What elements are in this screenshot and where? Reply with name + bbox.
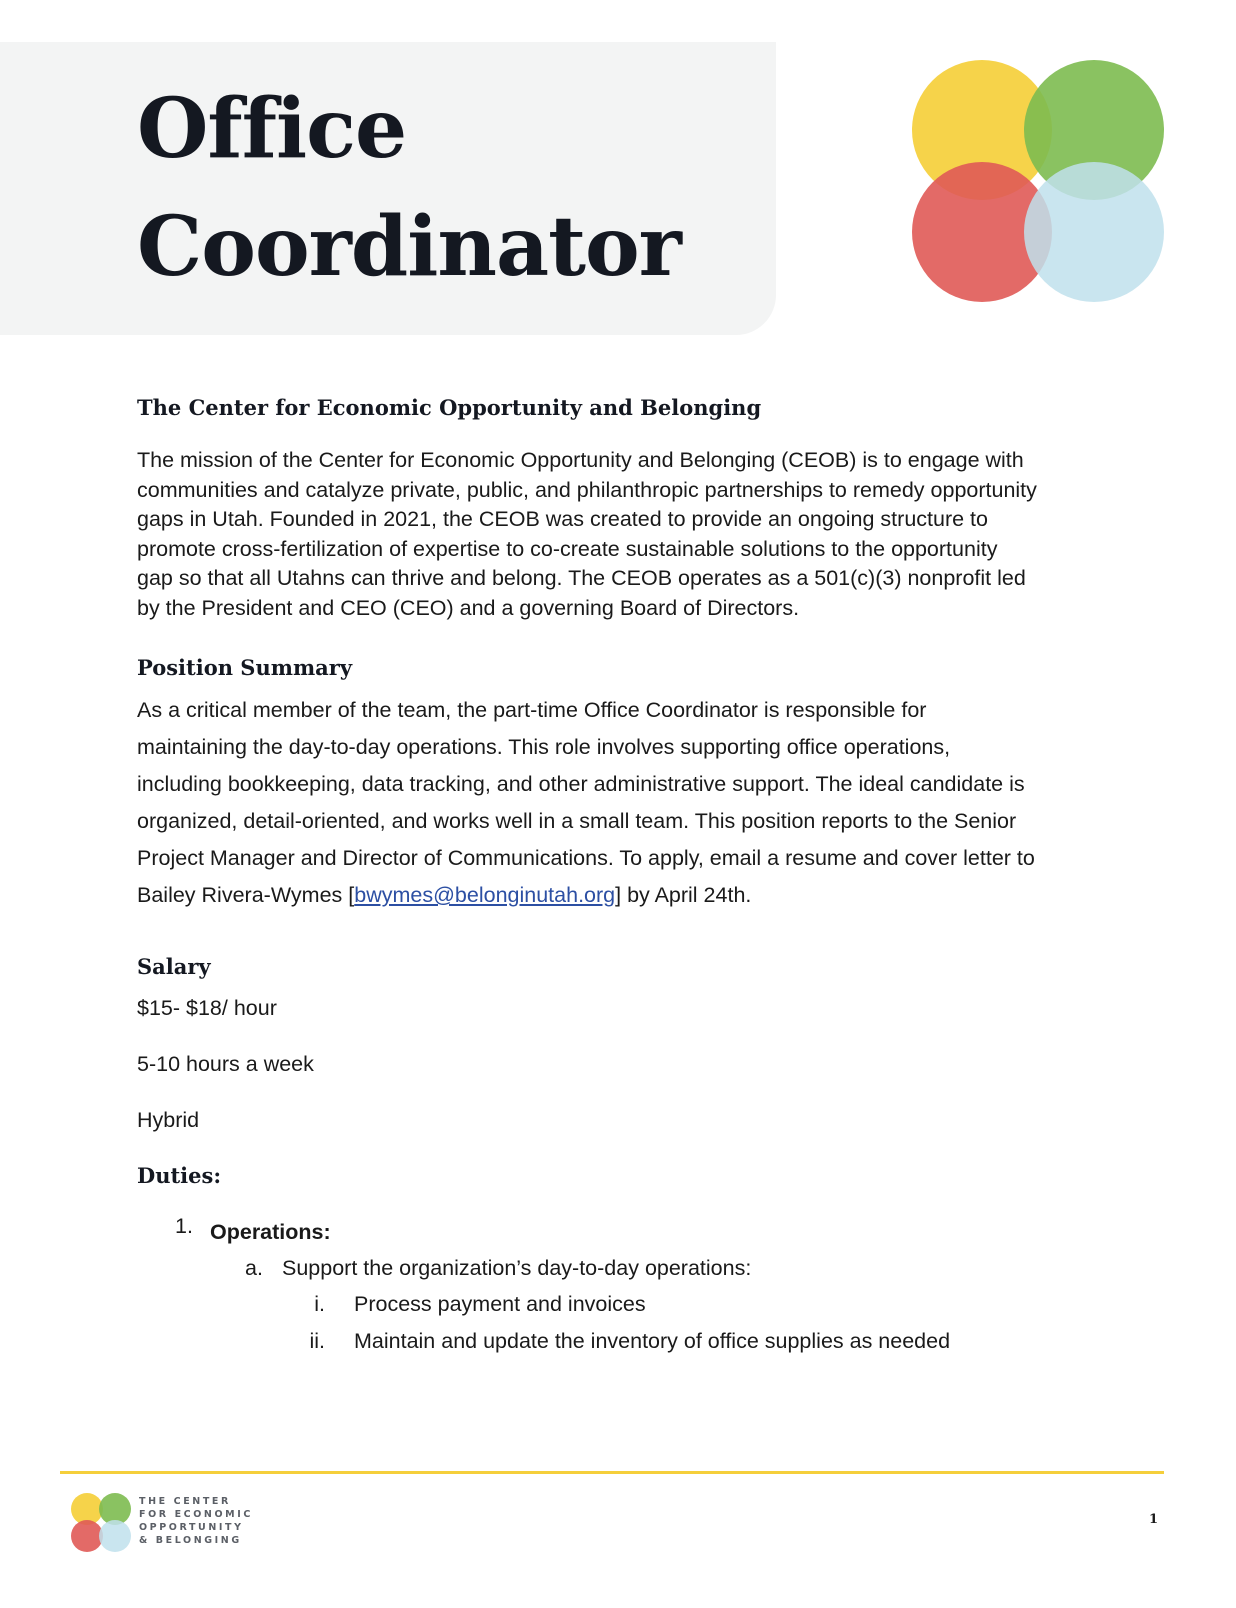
summary-line-prefix: Bailey Rivera-Wymes [ xyxy=(137,883,355,907)
title-line-1: Office xyxy=(137,81,407,177)
salary-rate: $15- $18/ hour xyxy=(137,996,277,1020)
footer-wordmark xyxy=(139,1495,253,1547)
mission-line: The mission of the Center for Economic Opportunity and Belonging (CEOB) is to engage with xyxy=(137,448,1024,472)
duty-subitem-letter: a. xyxy=(245,1256,263,1280)
summary-line: organized, detail-oriented, and works well in a small team. This position reports to the Senior xyxy=(137,809,1017,833)
four-circles-logo-icon xyxy=(912,58,1176,312)
duty-subitem xyxy=(245,1250,1107,1286)
wordmark-line: THE CENTER xyxy=(139,1496,231,1507)
wordmark-line: & BELONGING xyxy=(139,1535,242,1546)
page-number: 1 xyxy=(1148,1512,1158,1527)
document-body xyxy=(137,395,1107,1360)
summary-line-suffix: ] by April 24th. xyxy=(615,883,752,907)
salary-heading: Salary xyxy=(137,954,211,979)
duty-point xyxy=(299,1323,1107,1360)
title-line-2: Coordinator xyxy=(137,199,681,295)
duties-heading: Duties: xyxy=(137,1163,222,1188)
mission-line: promote cross-fertilization of expertise to co-create sustainable solutions to the opportunity xyxy=(137,536,998,561)
duty-point-text: Maintain and update the inventory of office supplies as needed xyxy=(354,1329,951,1353)
duty-point-numeral: ii. xyxy=(309,1329,325,1353)
work-mode: Hybrid xyxy=(137,1108,200,1132)
duty-title: Operations: xyxy=(210,1220,331,1244)
position-summary-paragraph xyxy=(137,692,1107,914)
mission-line: communities and catalyze private, public, and philanthropic partnerships to remedy opportunity xyxy=(137,477,1037,502)
duty-item-operations xyxy=(175,1214,1107,1250)
mission-line: by the President and CEO (CEO) and a governing Board of Directors. xyxy=(137,595,800,620)
mission-line: gap so that all Utahns can thrive and belong. The CEOB operates as a 501(c)(3) nonprofit led xyxy=(137,566,1026,590)
duty-subitem-text: Support the organization’s day-to-day operations: xyxy=(282,1256,752,1280)
summary-line: Project Manager and Director of Communications. To apply, email a resume and cover letter to xyxy=(137,846,1035,870)
duty-point-numeral: i. xyxy=(314,1292,325,1316)
footer-divider xyxy=(60,1471,1164,1474)
mission-paragraph xyxy=(137,446,1107,623)
duty-number: 1. xyxy=(175,1214,193,1238)
email-link[interactable]: bwymes@belonginutah.org xyxy=(354,883,616,907)
duty-point-text: Process payment and invoices xyxy=(354,1292,646,1316)
page-title xyxy=(137,70,681,306)
logo-circle-lightblue xyxy=(1024,162,1164,302)
wordmark-line: OPPORTUNITY xyxy=(139,1522,244,1533)
footer-four-circles-logo-icon xyxy=(70,1491,134,1555)
summary-line: including bookkeeping, data tracking, and other administrative support. The ideal candidate is xyxy=(137,772,1025,796)
summary-line: As a critical member of the team, the part-time Office Coordinator is responsible for xyxy=(137,698,927,722)
salary-hours: 5-10 hours a week xyxy=(137,1052,314,1076)
mission-line: gaps in Utah. Founded in 2021, the CEOB was created to provide an ongoing structure to xyxy=(137,507,988,531)
duty-point xyxy=(299,1286,1107,1323)
org-heading: The Center for Economic Opportunity and Belonging xyxy=(137,395,762,420)
summary-line: maintaining the day-to-day operations. This role involves supporting office operations, xyxy=(137,735,951,759)
position-summary-heading: Position Summary xyxy=(137,655,353,680)
wordmark-line: FOR ECONOMIC xyxy=(139,1509,253,1520)
